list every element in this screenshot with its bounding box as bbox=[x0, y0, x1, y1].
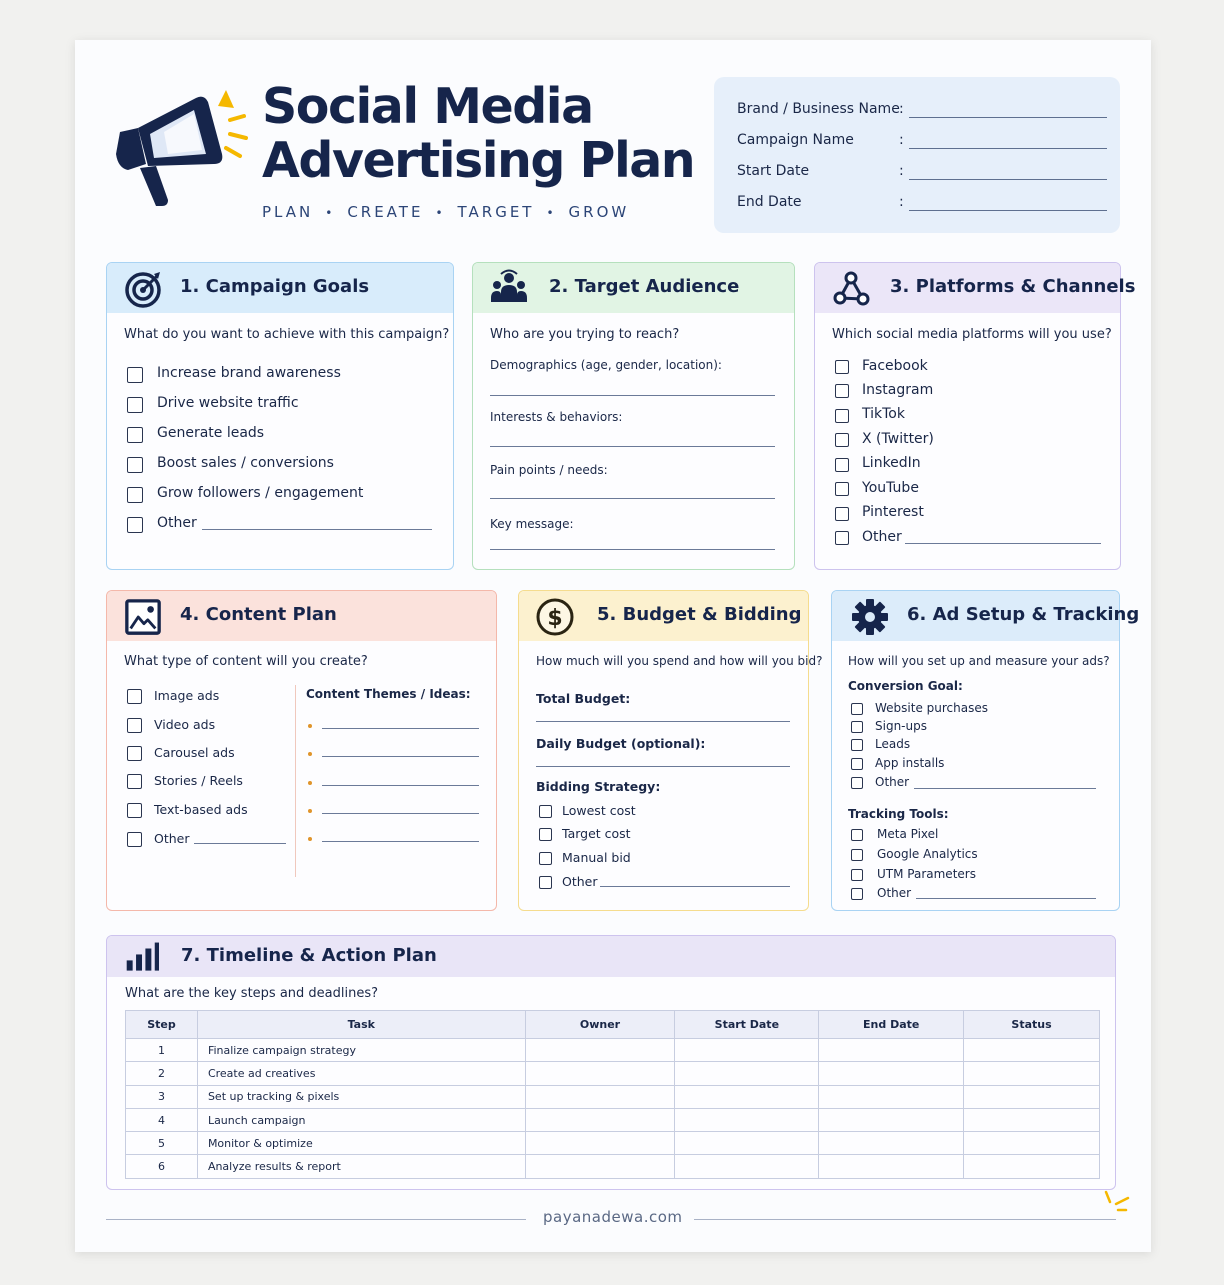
start-date-cell[interactable] bbox=[675, 1039, 819, 1062]
question: What do you want to achieve with this campaign? bbox=[124, 327, 450, 342]
option-label: Increase brand awareness bbox=[157, 365, 341, 381]
total-budget-label: Total Budget: bbox=[536, 691, 631, 706]
question: Which social media platforms will you use? bbox=[832, 327, 1112, 342]
question: Who are you trying to reach? bbox=[490, 327, 680, 342]
status-cell[interactable] bbox=[964, 1155, 1100, 1178]
option-label: YouTube bbox=[862, 480, 919, 496]
table-header-row bbox=[126, 1011, 1100, 1039]
status-cell[interactable] bbox=[964, 1108, 1100, 1131]
sparkle-icon bbox=[1102, 1190, 1132, 1212]
column-header: Start Date bbox=[675, 1011, 819, 1039]
checkbox-grow-followers[interactable] bbox=[127, 487, 143, 503]
campaign-name-field[interactable]: Campaign Name : bbox=[737, 132, 1107, 154]
checkbox-website-purchases[interactable] bbox=[851, 703, 863, 715]
task-cell: Finalize campaign strategy bbox=[197, 1039, 525, 1062]
owner-cell[interactable] bbox=[525, 1155, 675, 1178]
platform-other-line[interactable] bbox=[905, 543, 1101, 544]
svg-text:$: $ bbox=[547, 606, 563, 631]
status-cell[interactable] bbox=[964, 1085, 1100, 1108]
checkbox-stories-reels[interactable] bbox=[127, 774, 142, 789]
status-cell[interactable] bbox=[964, 1062, 1100, 1085]
checkbox-linkedin[interactable] bbox=[835, 458, 849, 472]
total-budget-line[interactable] bbox=[536, 721, 790, 722]
bidding-label: Bidding Strategy: bbox=[536, 779, 661, 794]
checkbox-generate-leads[interactable] bbox=[127, 427, 143, 443]
daily-budget-line[interactable] bbox=[536, 766, 790, 767]
start-date-cell[interactable] bbox=[675, 1155, 819, 1178]
option-label: UTM Parameters bbox=[877, 867, 976, 881]
themes-label: Content Themes / Ideas: bbox=[306, 687, 471, 701]
footer-divider-left bbox=[106, 1219, 526, 1220]
option-label: Website purchases bbox=[875, 701, 988, 715]
field-label: Pain points / needs: bbox=[490, 463, 608, 477]
status-cell[interactable] bbox=[964, 1039, 1100, 1062]
image-icon bbox=[124, 598, 162, 636]
content-plan-panel bbox=[106, 590, 497, 911]
column-header: Owner bbox=[525, 1011, 675, 1039]
task-cell: Launch campaign bbox=[197, 1108, 525, 1131]
question: How much will you spend and how will you bid? bbox=[536, 654, 823, 668]
start-date-cell[interactable] bbox=[675, 1085, 819, 1108]
platforms-panel bbox=[814, 262, 1136, 570]
option-label: Stories / Reels bbox=[154, 773, 243, 788]
option-label: Other bbox=[862, 529, 902, 545]
step-cell: 6 bbox=[126, 1155, 198, 1178]
owner-cell[interactable] bbox=[525, 1085, 675, 1108]
task-cell: Analyze results & report bbox=[197, 1155, 525, 1178]
option-label: Sign-ups bbox=[875, 719, 927, 733]
checkbox-content-other[interactable] bbox=[127, 832, 142, 847]
end-date-cell[interactable] bbox=[819, 1085, 964, 1108]
table-row bbox=[126, 1155, 1100, 1178]
task-cell: Set up tracking & pixels bbox=[197, 1085, 525, 1108]
checkbox-target-cost[interactable] bbox=[539, 828, 552, 841]
option-label: Other bbox=[877, 886, 912, 900]
owner-cell[interactable] bbox=[525, 1108, 675, 1131]
start-date-cell[interactable] bbox=[675, 1132, 819, 1155]
campaign-info-box bbox=[714, 77, 1120, 233]
table-row bbox=[126, 1039, 1100, 1062]
step-cell: 5 bbox=[126, 1132, 198, 1155]
checkbox-sign-ups[interactable] bbox=[851, 721, 863, 733]
end-date-cell[interactable] bbox=[819, 1155, 964, 1178]
checkbox-app-installs[interactable] bbox=[851, 758, 863, 770]
question: What are the key steps and deadlines? bbox=[125, 986, 379, 1001]
option-label: LinkedIn bbox=[862, 455, 921, 471]
timeline-table bbox=[125, 1010, 1100, 1179]
tracking-panel bbox=[831, 590, 1140, 911]
tools-label: Tracking Tools: bbox=[848, 807, 949, 821]
column-header: Status bbox=[964, 1011, 1100, 1039]
checkbox-utm-parameters[interactable] bbox=[851, 869, 863, 881]
field-label: Interests & behaviors: bbox=[490, 410, 623, 424]
share-nodes-icon bbox=[831, 268, 871, 308]
checkbox-google-analytics[interactable] bbox=[851, 849, 863, 861]
option-label: Text-based ads bbox=[154, 802, 248, 817]
option-label: Leads bbox=[875, 737, 911, 751]
option-label: Carousel ads bbox=[154, 745, 235, 760]
theme-line-2[interactable] bbox=[322, 756, 479, 757]
status-cell[interactable] bbox=[964, 1132, 1100, 1155]
checkbox-carousel-ads[interactable] bbox=[127, 746, 142, 761]
option-label: Other bbox=[875, 775, 910, 789]
checkbox-image-ads[interactable] bbox=[127, 689, 142, 704]
option-label: Lowest cost bbox=[562, 803, 636, 818]
option-label: Instagram bbox=[862, 382, 934, 398]
option-label: App installs bbox=[875, 756, 945, 770]
field-label: Key message: bbox=[490, 517, 574, 531]
panel-title: 3. Platforms & Channels bbox=[890, 276, 1136, 297]
checkbox-platform-other[interactable] bbox=[835, 531, 849, 545]
gear-icon bbox=[850, 596, 890, 636]
task-cell: Create ad creatives bbox=[197, 1062, 525, 1085]
checkbox-manual-bid[interactable] bbox=[539, 852, 552, 865]
checkbox-video-ads[interactable] bbox=[127, 718, 142, 733]
budget-panel bbox=[518, 590, 823, 911]
checkbox-goal-other[interactable] bbox=[127, 517, 143, 533]
option-label: Boost sales / conversions bbox=[157, 455, 334, 471]
option-label: Drive website traffic bbox=[157, 395, 299, 411]
checkbox-leads[interactable] bbox=[851, 739, 863, 751]
option-label: Other bbox=[154, 831, 190, 846]
theme-line-1[interactable] bbox=[322, 728, 479, 729]
conversion-label: Conversion Goal: bbox=[848, 679, 963, 693]
checkbox-pinterest[interactable] bbox=[835, 507, 849, 521]
page-title: Social Media Advertising Plan bbox=[262, 78, 695, 189]
start-date-cell[interactable] bbox=[675, 1108, 819, 1131]
bid-other-line[interactable] bbox=[600, 886, 790, 887]
target-icon bbox=[123, 268, 163, 308]
footer-website[interactable]: payanadewa.com bbox=[543, 1208, 683, 1226]
option-label: TikTok bbox=[862, 406, 905, 422]
option-label: Generate leads bbox=[157, 425, 265, 441]
end-date-cell[interactable] bbox=[819, 1108, 964, 1131]
column-header: Task bbox=[197, 1011, 525, 1039]
option-label: Google Analytics bbox=[877, 847, 978, 861]
table-row bbox=[126, 1062, 1100, 1085]
end-date-cell[interactable] bbox=[819, 1039, 964, 1062]
goal-other-line[interactable] bbox=[202, 529, 432, 530]
step-cell: 2 bbox=[126, 1062, 198, 1085]
step-cell: 1 bbox=[126, 1039, 198, 1062]
panel-title: 7. Timeline & Action Plan bbox=[181, 945, 437, 966]
checkbox-facebook[interactable] bbox=[835, 360, 849, 374]
panel-title: 5. Budget & Bidding bbox=[597, 604, 802, 625]
checkbox-tiktok[interactable] bbox=[835, 409, 849, 423]
end-date-cell[interactable] bbox=[819, 1062, 964, 1085]
option-label: Facebook bbox=[862, 358, 928, 374]
bar-chart-icon bbox=[125, 940, 159, 974]
checkbox-x-twitter[interactable] bbox=[835, 433, 849, 447]
interests-line[interactable] bbox=[490, 446, 775, 447]
footer-divider-right bbox=[694, 1219, 1116, 1220]
panel-title: 2. Target Audience bbox=[549, 276, 740, 297]
checkbox-website-traffic[interactable] bbox=[127, 397, 143, 413]
theme-line-3[interactable] bbox=[322, 785, 479, 786]
step-cell: 4 bbox=[126, 1108, 198, 1131]
option-label: Image ads bbox=[154, 688, 220, 703]
option-label: Grow followers / engagement bbox=[157, 485, 364, 501]
checkbox-conversion-other[interactable] bbox=[851, 777, 863, 789]
daily-budget-label: Daily Budget (optional): bbox=[536, 736, 706, 751]
owner-cell[interactable] bbox=[525, 1062, 675, 1085]
megaphone-icon bbox=[110, 84, 250, 214]
option-label: Video ads bbox=[154, 717, 216, 732]
panel-title: 6. Ad Setup & Tracking bbox=[907, 604, 1140, 625]
checkbox-tools-other[interactable] bbox=[851, 888, 863, 900]
end-date-field[interactable]: End Date : bbox=[737, 194, 1107, 216]
owner-cell[interactable] bbox=[525, 1039, 675, 1062]
table-row bbox=[126, 1085, 1100, 1108]
question: How will you set up and measure your ads? bbox=[848, 654, 1110, 668]
content-other-line[interactable] bbox=[194, 843, 286, 844]
conversion-other-line[interactable] bbox=[914, 788, 1096, 789]
checkbox-youtube[interactable] bbox=[835, 482, 849, 496]
theme-line-4[interactable] bbox=[322, 813, 479, 814]
column-header: Step bbox=[126, 1011, 198, 1039]
tagline: PLAN • CREATE • TARGET • GROW bbox=[262, 203, 630, 221]
checkbox-brand-awareness[interactable] bbox=[127, 367, 143, 383]
question: What type of content will you create? bbox=[124, 654, 368, 669]
start-date-cell[interactable] bbox=[675, 1062, 819, 1085]
table-row bbox=[126, 1132, 1100, 1155]
column-header: End Date bbox=[819, 1011, 964, 1039]
table-row bbox=[126, 1108, 1100, 1131]
panel-title: 4. Content Plan bbox=[180, 604, 337, 625]
option-label: X (Twitter) bbox=[862, 431, 934, 447]
key-message-line[interactable] bbox=[490, 549, 775, 550]
checkbox-meta-pixel[interactable] bbox=[851, 829, 863, 841]
campaign-goals-panel bbox=[106, 262, 454, 570]
step-cell: 3 bbox=[126, 1085, 198, 1108]
start-date-field[interactable]: Start Date : bbox=[737, 163, 1107, 185]
checkbox-lowest-cost[interactable] bbox=[539, 805, 552, 818]
task-cell: Monitor & optimize bbox=[197, 1132, 525, 1155]
target-audience-panel bbox=[472, 262, 795, 570]
brand-name-field[interactable]: Brand / Business Name : bbox=[737, 101, 1107, 123]
checkbox-instagram[interactable] bbox=[835, 384, 849, 398]
panel-title: 1. Campaign Goals bbox=[180, 276, 370, 297]
field-label: Demographics (age, gender, location): bbox=[490, 358, 722, 372]
tools-other-line[interactable] bbox=[916, 898, 1096, 899]
option-label: Other bbox=[562, 874, 598, 889]
option-label: Pinterest bbox=[862, 504, 924, 520]
theme-line-5[interactable] bbox=[322, 841, 479, 842]
pain-points-line[interactable] bbox=[490, 498, 775, 499]
audience-icon bbox=[489, 268, 529, 308]
option-label: Meta Pixel bbox=[877, 827, 939, 841]
option-label: Manual bid bbox=[562, 850, 631, 865]
option-label: Other bbox=[157, 515, 197, 531]
demographics-line[interactable] bbox=[490, 395, 775, 396]
option-label: Target cost bbox=[562, 826, 631, 841]
checkbox-boost-sales[interactable] bbox=[127, 457, 143, 473]
checkbox-bid-other[interactable] bbox=[539, 876, 552, 889]
end-date-cell[interactable] bbox=[819, 1132, 964, 1155]
dollar-icon bbox=[535, 596, 575, 636]
owner-cell[interactable] bbox=[525, 1132, 675, 1155]
checkbox-text-ads[interactable] bbox=[127, 803, 142, 818]
